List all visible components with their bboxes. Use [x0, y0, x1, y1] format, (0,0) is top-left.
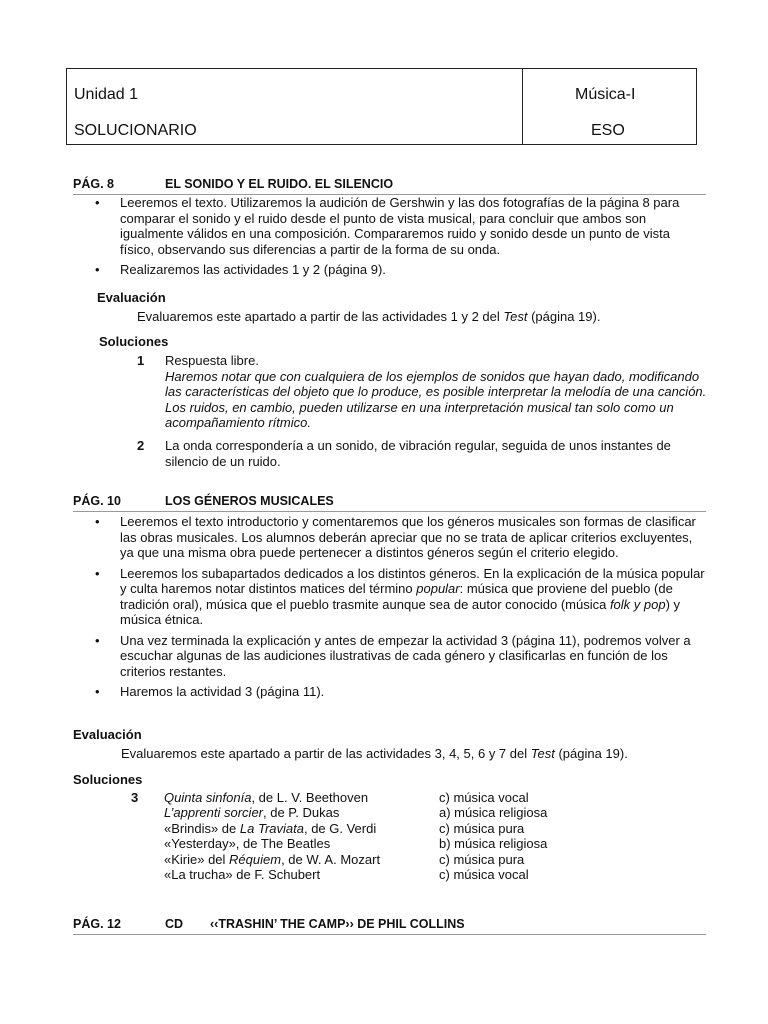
header-divider	[522, 69, 523, 144]
work-cell	[164, 821, 376, 837]
list-item-text: Una vez terminada la explicación y antes de empezar la actividad 3 (página 11), podremos volver a escuchar algunas de las audiciones ilustrativas de cada género y clasificarlas en función de los criterios restantes.	[120, 632, 691, 679]
matching-table	[164, 790, 584, 882]
table-row	[164, 821, 584, 836]
work-cell	[164, 836, 330, 852]
test-ref: Test	[530, 746, 555, 761]
bullet-list-pag10	[95, 514, 707, 705]
text-fragment: y	[630, 596, 644, 612]
table-row	[164, 852, 584, 867]
section-title: LOS GÉNEROS MUSICALES	[165, 494, 334, 508]
classification-cell: c) música vocal	[439, 866, 529, 882]
classification-cell: c) música pura	[439, 851, 525, 867]
text-fragment: ) y música étnica.	[120, 596, 681, 627]
work-author: , de L. V. Beethoven	[251, 790, 369, 805]
list-item	[95, 633, 707, 680]
work-title: Quinta sinfonía	[164, 790, 252, 805]
classification-cell: a) música religiosa	[439, 805, 548, 821]
work-prefix: «Kirie» del	[164, 851, 230, 867]
term-folk: folk	[609, 596, 631, 612]
solution-body	[165, 353, 710, 431]
work-cell	[164, 805, 339, 821]
work-author: , de W. A. Mozart	[281, 851, 381, 867]
unit-title: Unidad 1	[74, 86, 139, 103]
section-heading-pag12	[73, 917, 706, 935]
table-row	[164, 836, 584, 851]
evaluation-label: Evaluación	[97, 290, 166, 305]
table-row	[164, 805, 584, 820]
classification-cell: b) música religiosa	[439, 836, 548, 852]
evaluation-label: Evaluación	[73, 727, 142, 742]
solution-number: 3	[131, 790, 139, 805]
bullet-icon: •	[95, 632, 100, 648]
work-author: , de G. Verdi	[303, 820, 377, 836]
list-item-text: Realizaremos las actividades 1 y 2 (página 9).	[120, 262, 386, 277]
work-cell	[164, 852, 380, 868]
solution-number: 1	[137, 353, 145, 368]
solutions-heading: Soluciones	[73, 772, 143, 787]
work-title: L’apprenti sorcier	[164, 805, 263, 821]
work-title: Réquiem	[229, 851, 282, 867]
list-item	[95, 262, 707, 278]
header-box	[66, 68, 697, 145]
term-popular: popular	[416, 581, 460, 596]
level-label: ESO	[591, 122, 625, 139]
bullet-icon: •	[95, 514, 100, 529]
solution-number: 2	[137, 438, 145, 453]
section-title: ‹‹TRASHIN’ THE CAMP›› DE PHIL COLLINS	[210, 917, 465, 931]
term-pop: pop	[643, 596, 666, 612]
evaluation-text-post: (página 19).	[554, 746, 628, 761]
evaluation-text-pre: Evaluaremos este apartado a partir de las actividades 1 y 2 del	[137, 309, 504, 324]
section-title: EL SONIDO Y EL RUIDO. EL SILENCIO	[165, 177, 394, 191]
work-prefix: «La trucha» de F. Schubert	[164, 866, 321, 882]
text-fragment: Leeremos los subapartados dedicados a los distintos géneros. En la explicación de la música popular y culta haremos notar distintos matices del término	[120, 565, 705, 596]
solutions-heading: Soluciones	[99, 334, 169, 349]
subject-title: Música-I	[575, 86, 636, 103]
list-item	[95, 195, 707, 257]
list-item-text: Haremos la actividad 3 (página 11).	[120, 684, 325, 699]
evaluation-text	[137, 309, 707, 325]
evaluation-text-post: (página 19).	[527, 309, 601, 324]
text-fragment: : música que proviene del pueblo (de tradición oral), música que el pueblo trasmite aunque sea de autor conocido (música	[120, 581, 673, 612]
bullet-icon: •	[95, 262, 100, 277]
section-page: PÁG. 8	[73, 177, 114, 191]
solution-answer: La onda correspondería a un sonido, de vibración regular, seguida de unos instantes de silencio de un ruido.	[165, 438, 671, 469]
section-page: PÁG. 12	[73, 917, 121, 931]
work-cell	[164, 867, 320, 883]
bullet-list-pag8	[95, 195, 707, 283]
bullet-icon: •	[95, 684, 100, 699]
table-row	[164, 790, 584, 805]
section-heading-pag8	[73, 177, 706, 195]
solution-note: Haremos notar que con cualquiera de los ejemplos de sonidos que hayan dado, modificando las características del objeto que lo produce, es posible interpretar la melodía de una canción. Los ruidos, en cambio, pueden utilizarse en una interpretación musical tan solo como un acompañamiento rítmico.	[165, 368, 707, 430]
list-item-text: Leeremos el texto introductorio y comentaremos que los géneros musicales son formas de clasificar las obras musicales. Los alumnos deberán apreciar que no se trata de aplicar criterios excluyentes, ya que una misma obra puede pertenecer a distintos géneros según el criterio elegido.	[120, 514, 696, 560]
table-row	[164, 867, 584, 882]
test-ref: Test	[503, 309, 528, 324]
classification-cell: c) música pura	[439, 820, 525, 836]
section-heading-pag10	[73, 494, 706, 512]
list-item	[95, 684, 707, 700]
work-prefix: «Yesterday», de The Beatles	[164, 836, 331, 852]
bullet-icon: •	[95, 565, 100, 581]
cd-label: CD	[165, 917, 184, 931]
solutions-label: SOLUCIONARIO	[74, 122, 197, 139]
work-cell	[164, 790, 368, 806]
work-title: La Traviata	[239, 820, 304, 836]
evaluation-text-pre: Evaluaremos este apartado a partir de las actividades 3, 4, 5, 6 y 7 del	[121, 746, 531, 761]
bullet-icon: •	[95, 195, 100, 210]
section-page: PÁG. 10	[73, 494, 121, 508]
list-item	[95, 514, 707, 561]
classification-cell: c) música vocal	[439, 790, 529, 805]
evaluation-text	[121, 746, 707, 762]
list-item	[95, 566, 707, 628]
work-author: , de P. Dukas	[263, 805, 340, 821]
solution-answer: Respuesta libre.	[165, 353, 259, 368]
list-item-text: Leeremos el texto. Utilizaremos la audición de Gershwin y las dos fotografías de la página 8 para comparar el sonido y el ruido desde el punto de vista musical, para concluir que ambos son igualmente válidos en una composición. Compararemos ruido y sonido desde un punto de vista físico, observando sus diferencias a partir de la forma de su onda.	[120, 195, 680, 257]
work-prefix: «Brindis» de	[164, 820, 240, 836]
list-item-text	[120, 566, 705, 628]
